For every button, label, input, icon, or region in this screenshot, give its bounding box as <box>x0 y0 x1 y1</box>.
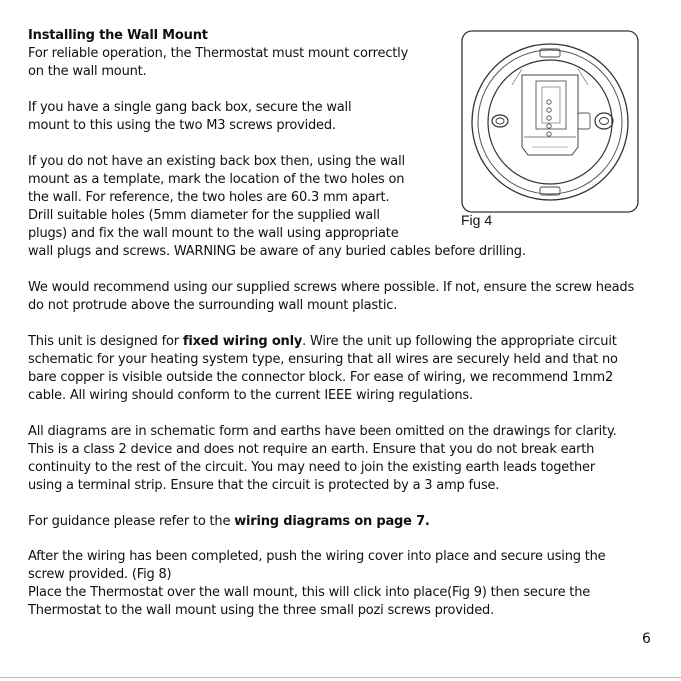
para5-line1-post: . Wire the unit up following the appropriate circuit <box>302 334 617 349</box>
para8-line2: screw provided. (Fig 8) <box>28 567 172 582</box>
wiring-diagrams-reference: wiring diagrams on page 7. <box>234 514 430 529</box>
para8-line4: Thermostat to the wall mount using the three small pozi screws provided. <box>28 603 494 618</box>
para5-line4: cable. All wiring should conform to the current IEEE wiring regulations. <box>28 388 473 403</box>
para6-line3: continuity to the rest of the circuit. You may need to join the existing earth leads together <box>28 460 595 475</box>
para2-line1: If you have a single gang back box, secure the wall <box>28 100 352 115</box>
para3-line4: Drill suitable holes (5mm diameter for the supplied wall <box>28 208 380 223</box>
para3-line2: mount as a template, mark the location of the two holes on <box>28 172 405 187</box>
para1-line2: on the wall mount. <box>28 64 147 79</box>
para3-line6: wall plugs and screws. WARNING be aware of any buried cables before drilling. <box>28 244 526 259</box>
para3-line3: the wall. For reference, the two holes are 60.3 mm apart. <box>28 190 390 205</box>
section-heading: Installing the Wall Mount <box>28 28 208 43</box>
para8-line1: After the wiring has been completed, push the wiring cover into place and secure using the <box>28 549 606 564</box>
para6-line2: This is a class 2 device and does not require an earth. Ensure that you do not break earth <box>28 442 595 457</box>
para3-line5: plugs) and fix the wall mount to the wall using appropriate <box>28 226 399 241</box>
para3-line1: If you do not have an existing back box then, using the wall <box>28 154 405 169</box>
para5-line1 <box>28 333 617 351</box>
para4-line2: do not protrude above the surrounding wall mount plastic. <box>28 298 398 313</box>
para5-line3: bare copper is visible outside the connector block. For ease of wiring, we recommend 1mm2 <box>28 370 614 385</box>
wall-mount-illustration <box>460 29 640 214</box>
para2-line2: mount to this using the two M3 screws provided. <box>28 118 336 133</box>
para7-pre: For guidance please refer to the <box>28 514 235 529</box>
para5-line1-pre: This unit is designed for <box>28 334 183 349</box>
para6-line4: using a terminal strip. Ensure that the circuit is protected by a 3 amp fuse. <box>28 478 500 493</box>
para7-line1 <box>28 513 430 531</box>
para8-line3: Place the Thermostat over the wall mount, this will click into place(Fig 9) then secure the <box>28 585 591 600</box>
footer-divider <box>0 677 681 678</box>
para6-line1: All diagrams are in schematic form and earths have been omitted on the drawings for clarity. <box>28 424 617 439</box>
page-number: 6 <box>642 631 651 647</box>
para4-line1: We would recommend using our supplied screws where possible. If not, ensure the screw heads <box>28 280 635 295</box>
figure-caption: Fig 4 <box>461 212 493 228</box>
fixed-wiring-emphasis: fixed wiring only <box>182 334 303 349</box>
para5-line2: schematic for your heating system type, ensuring that all wires are securely held and that no <box>28 352 618 367</box>
para1-line1: For reliable operation, the Thermostat must mount correctly <box>28 46 409 61</box>
